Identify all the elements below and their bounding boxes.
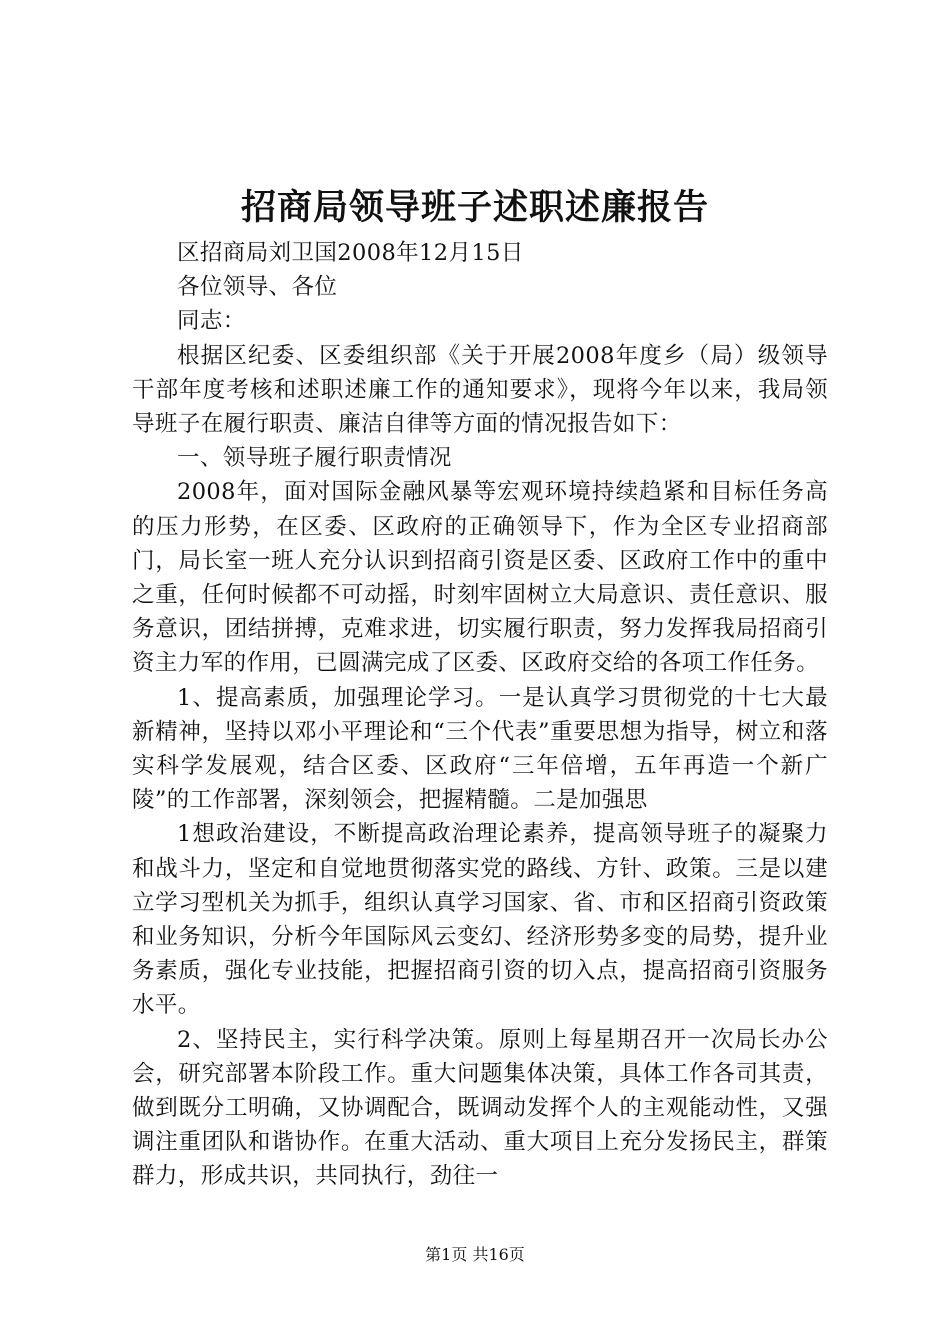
document-body <box>132 236 828 1194</box>
paragraph-item-2: 2、坚持民主，实行科学决策。原则上每星期召开一次局长办公会，研究部署本阶段工作。重大问题集体决策，具体工作各司其责，做到既分工明确，又协调配合，既调动发挥个人的主观能动性，又强调注重团队和谐协作。在重大活动、重大项目上充分发扬民主，群策群力，形成共识，共同执行，劲往一 <box>132 1026 828 1190</box>
paragraph-intro: 根据区纪委、区委组织部《关于开展2008年度乡（局）级领导干部年度考核和述职述廉工作的通知要求》，现将今年以来，我局领导班子在履行职责、廉洁自律等方面的情况报告如下： <box>132 342 828 438</box>
document-title: 招商局领导班子述职述廉报告 <box>240 187 709 228</box>
section-heading-1: 一、领导班子履行职责情况 <box>177 445 452 472</box>
paragraph-overview: 2008年，面对国际金融风暴等宏观环境持续趋紧和目标任务高的压力形势，在区委、区政府的正确领导下，作为全区专业招商部门，局长室一班人充分认识到招商引资是区委、区政府工作中的重中之重，任何时候都不可动摇，时刻牢固树立大局意识、责任意识、服务意识，团结拼搏，克难求进，切实履行职责，努力发挥我局招商引资主力军的作用，已圆满完成了区委、区政府交给的各项工作任务。 <box>132 479 828 677</box>
page-number-footer: 第1页 共16页 <box>425 1245 525 1264</box>
paragraph-item-1-cont: 1想政治建设，不断提高政治理论素养，提高领导班子的凝聚力和战斗力，坚定和自觉地贯彻落实党的路线、方针、政策。三是以建立学习型机关为抓手，组织认真学习国家、省、市和区招商引资政策和业务知识，分析今年国际风云变幻、经济形势多变的局势，提升业务素质，强化专业技能，把握招商引资的切入点，提高招商引资服务水平。 <box>132 821 828 1019</box>
paragraph-salutation-cont: 同志： <box>177 308 246 335</box>
paragraph-salutation: 各位领导、各位 <box>177 274 338 301</box>
paragraph-byline: 区招商局刘卫国2008年12月15日 <box>177 240 524 266</box>
paragraph-item-1: 1、提高素质，加强理论学习。一是认真学习贯彻党的十七大最新精神，坚持以邓小平理论和“三个代表”重要思想为指导，树立和落实科学发展观，结合区委、区政府“三年倍增，五年再造一个新广陵”的工作部署，深刻领会，把握精髓。二是加强思 <box>132 684 828 814</box>
